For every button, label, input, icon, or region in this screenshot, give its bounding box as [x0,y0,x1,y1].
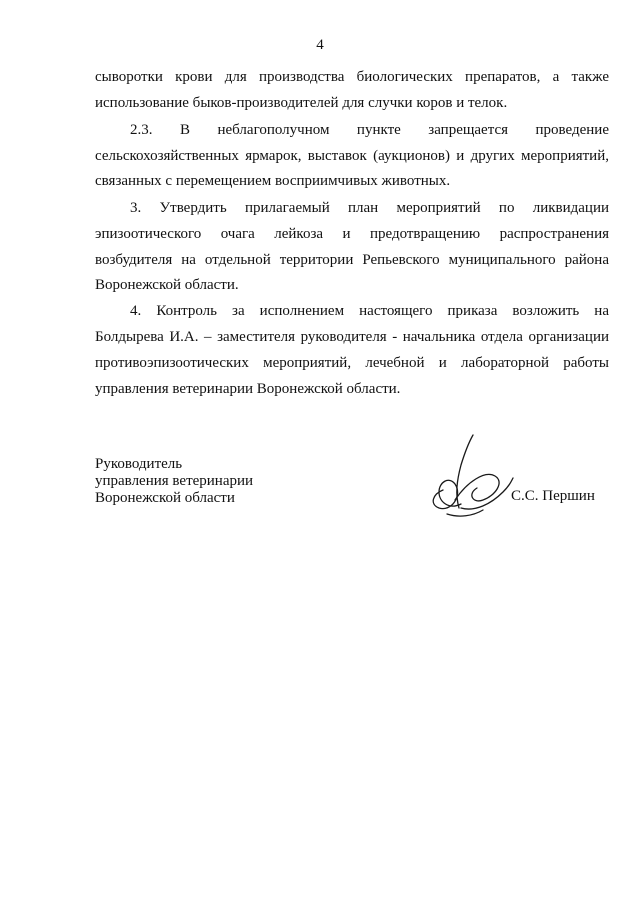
body-line: Болдырева И.А. – заместителя руководителя - начальника отдела организации [95,329,609,345]
signatory-position-line: управления ветеринарии [95,473,254,489]
paragraph-2-3-first-line: 2.3. В неблагополучном пункте запрещается проведение [130,122,609,138]
body-line: эпизоотического очага лейкоза и предотвращению распространения [95,226,609,242]
body-line: сельскохозяйственных ярмарок, выставок (аукционов) и других мероприятий, [95,148,609,164]
paragraph-3-first-line: 3. Утвердить прилагаемый план мероприятий по ликвидации [130,200,609,216]
body-line: связанных с перемещением восприимчивых животных. [95,173,451,189]
signatory-position [95,456,253,507]
body-line: Воронежской области. [95,277,239,293]
body-line: использование быков-производителей для случки коров и телок. [95,95,508,111]
signer-name: С.С. Першин [511,488,595,504]
handwritten-signature [425,430,525,525]
body-line: управления ветеринарии Воронежской области. [95,381,401,397]
signatory-position-line: Воронежской области [95,490,235,506]
body-line: противоэпизоотических мероприятий, лечебной и лабораторной работы [95,355,609,371]
body-line: возбудителя на отдельной территории Репьевского муниципального района [95,252,609,268]
page-number: 4 [316,37,324,53]
paragraph-4-first-line: 4. Контроль за исполнением настоящего приказа возложить на [130,303,609,319]
body-line: сыворотки крови для производства биологических препаратов, а также [95,69,609,85]
signatory-position-line: Руководитель [95,456,183,472]
